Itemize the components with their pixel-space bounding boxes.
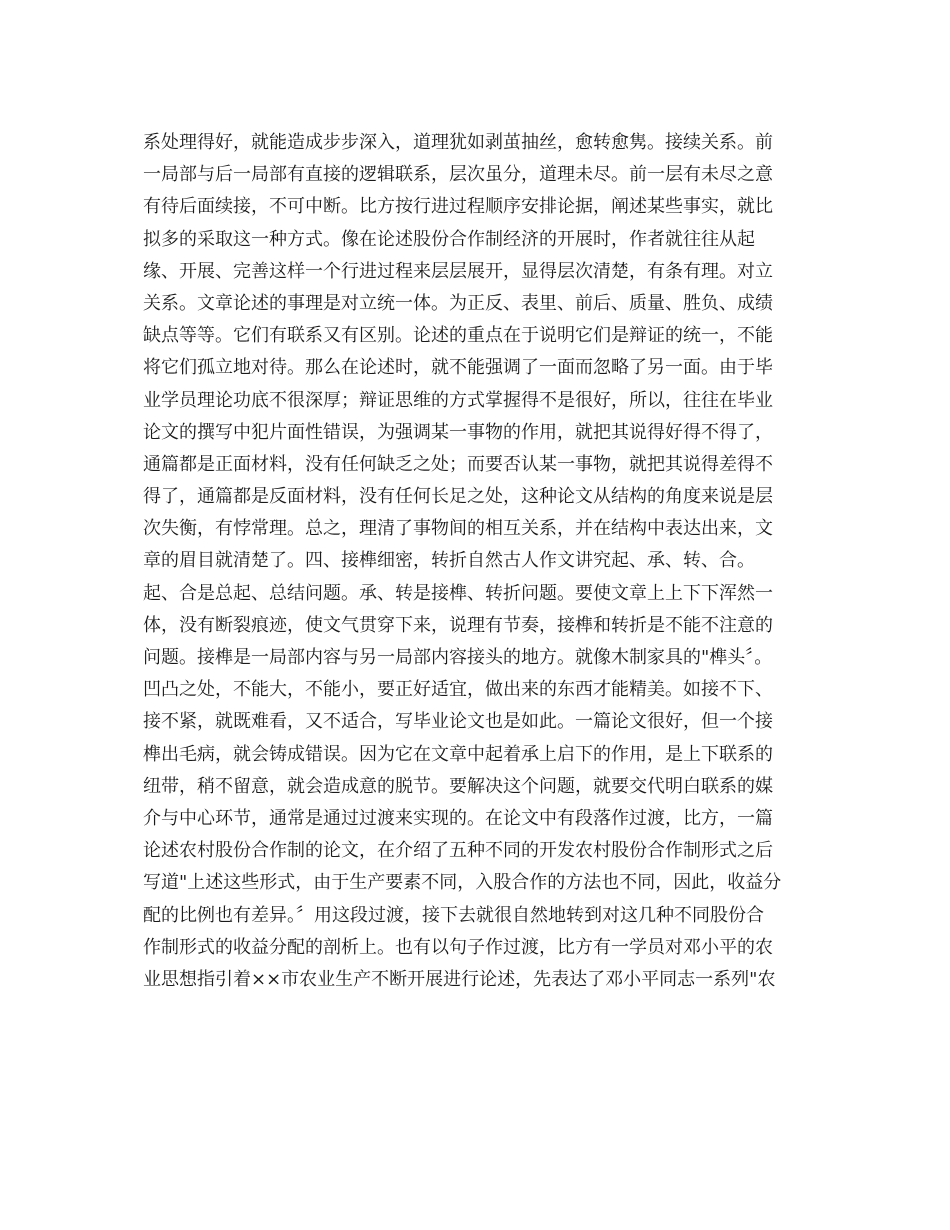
- text-line: 通篇都是正面材料，没有任何缺乏之处；而要否认某一事物，就把其说得差得不: [143, 453, 773, 475]
- text-line: 接不紧，就既难看，又不适合，写毕业论文也是如此。一篇论文很好，但一个接: [143, 711, 773, 733]
- text-line: 作制形式的收益分配的剖析上。也有以句子作过渡，比方有一学员对邓小平的农: [143, 936, 773, 958]
- text-line: 起、合是总起、总结问题。承、转是接榫、转折问题。要使文章上上下下浑然一: [143, 582, 773, 604]
- text-line: 写道"上述这些形式，由于生产要素不同，入股合作的方法也不同，因此，收益分: [143, 872, 782, 894]
- text-line: 纽带，稍不留意，就会造成意的脱节。要解决这个问题，就要交代明白联系的媒: [143, 775, 773, 797]
- text-line: 业学员理论功底不很深厚；辩证思维的方式掌握得不是很好，所以，往往在毕业: [143, 389, 773, 411]
- text-line: 业思想指引着××市农业生产不断开展进行论述，先表达了邓小平同志一系列"农: [143, 968, 776, 990]
- text-line: 体，没有断裂痕迹，使文气贯穿下来，说理有节奏，接榫和转折是不能不注意的: [143, 614, 773, 636]
- text-line: 关系。文章论述的事理是对立统一体。为正反、表里、前后、质量、胜负、成绩: [143, 292, 773, 314]
- text-line: 问题。接榫是一局部内容与另一局部内容接头的地方。就像木制家具的"榫头〞。: [143, 647, 773, 668]
- text-line: 次失衡，有悖常理。总之，理清了事物间的相互关系，并在结构中表达出来，文: [143, 518, 773, 540]
- body-text: [143, 127, 808, 996]
- text-line: 介与中心环节，通常是通过过渡来实现的。在论文中有段落作过渡，比方，一篇: [143, 807, 773, 829]
- text-line: 榫出毛病，就会铸成错误。因为它在文章中起着承上启下的作用，是上下联系的: [143, 743, 773, 765]
- text-line: 缺点等等。它们有联系又有区别。论述的重点在于说明它们是辩证的统一，不能: [143, 325, 773, 347]
- text-line: 论述农村股份合作制的论文，在介绍了五种不同的开发农村股份合作制形式之后: [143, 840, 773, 862]
- text-line: 章的眉目就清楚了。四、接榫细密，转折自然古人作文讲究起、承、转、合。: [143, 550, 755, 572]
- text-line: 得了，通篇都是反面材料，没有任何长足之处，这种论文从结构的角度来说是层: [143, 486, 773, 508]
- text-line: 缘、开展、完善这样一个行进过程来层层展开，显得层次清楚，有条有理。对立: [143, 260, 773, 282]
- text-line: 有待后面续接，不可中断。比方按行进过程顺序安排论据，阐述某些事实，就比: [143, 196, 773, 218]
- text-line: 一局部与后一局部有直接的逻辑联系，层次虽分，道理未尽。前一层有未尽之意: [143, 164, 773, 186]
- text-line: 论文的撰写中犯片面性错误，为强调某一事物的作用，就把其说得好得不得了，: [143, 421, 773, 443]
- text-line: 拟多的采取这一种方式。像在论述股份合作制经济的开展时，作者就往往从起: [143, 228, 755, 250]
- text-line: 将它们孤立地对待。那么在论述时，就不能强调了一面而忽略了另一面。由于毕: [143, 357, 773, 379]
- text-line: 配的比例也有差异。〞用这段过渡，接下去就很自然地转到对这几种不同股份合: [143, 904, 764, 926]
- text-line: 系处理得好，就能造成步步深入，道理犹如剥茧抽丝，愈转愈隽。接续关系。前: [143, 132, 773, 153]
- text-line: 凹凸之处，不能大，不能小，要正好适宜，做出来的东西才能精美。如接不下、: [143, 679, 773, 701]
